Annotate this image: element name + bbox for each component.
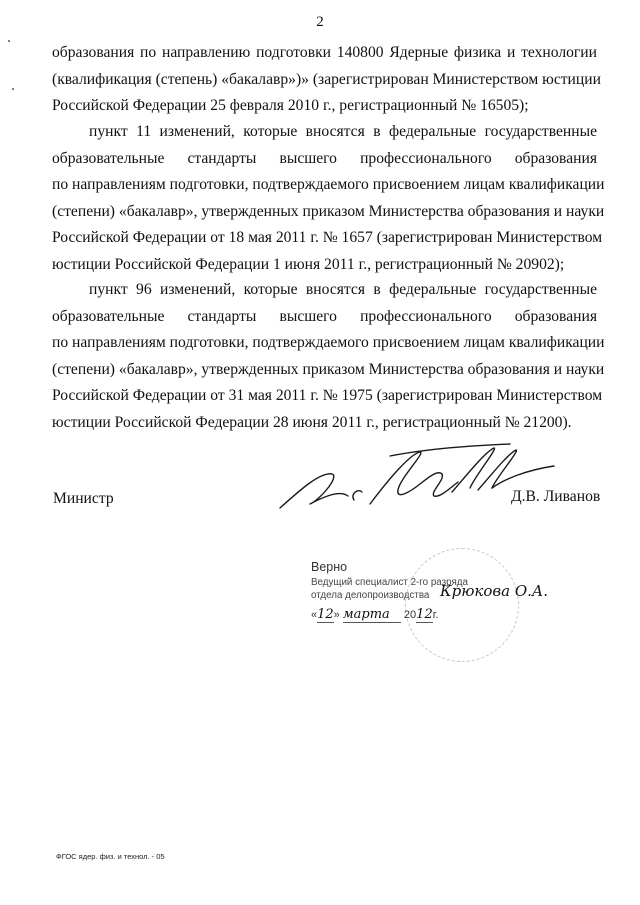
paragraph-item-96: [52, 277, 605, 437]
date-quote-open: «: [311, 609, 318, 621]
date-day: 12: [317, 607, 334, 622]
text-line: Российской Федерации от 18 мая 2011 г. № 1657 (зарегистрирован Министерством: [52, 229, 603, 247]
date-quote-close: »: [333, 609, 340, 621]
date-year-prefix: 20: [403, 609, 417, 621]
scan-speck: [12, 88, 14, 90]
faint-seal: [405, 548, 519, 662]
text-line: (квалификация (степень) «бакалавр»)» (зарегистрирован Министерством юстиции: [52, 70, 601, 88]
paragraph-continuation: [52, 40, 601, 120]
text-line: образовательные стандарты высшего профессионального образования: [52, 149, 597, 167]
text-line: образования по направлению подготовки 140800 Ядерные физика и технологии: [52, 44, 597, 61]
certifier-position: Ведущий специалист 2-го разряда: [311, 577, 468, 588]
scan-speck: [8, 40, 10, 42]
signatory-name: Д.В. Ливанов: [511, 488, 601, 505]
footer-reference: ФГОС ядер. физ. и технол. - 05: [56, 852, 165, 861]
text-line: пункт 11 изменений, которые вносятся в федеральные государственные: [89, 123, 597, 140]
text-line: по направлениям подготовки, подтверждаемого присвоением лицам квалификации: [52, 176, 605, 194]
certification-date: [311, 607, 438, 623]
certifier-department: отдела делопроизводства: [311, 590, 430, 601]
paragraph-item-11: [52, 119, 605, 279]
text-line: (степени) «бакалавр», утвержденных приказом Министерства образования и науки: [52, 202, 605, 220]
text-line: образовательные стандарты высшего профессионального образования: [52, 307, 597, 325]
text-line: пункт 96 изменений, которые вносятся в федеральные государственные: [89, 281, 597, 298]
handwritten-signature: [270, 430, 560, 530]
text-line: по направлениям подготовки, подтверждаемого присвоением лицам квалификации: [52, 334, 605, 352]
date-month: марта: [343, 607, 401, 623]
text-line: юстиции Российской Федерации 1 июня 2011 г., регистрационный № 20902);: [52, 255, 565, 273]
text-line: Российской Федерации 25 февраля 2010 г., регистрационный № 16505);: [52, 97, 529, 115]
certified-label: Верно: [311, 560, 348, 574]
signatory-title: Министр: [53, 490, 114, 507]
text-line: (степени) «бакалавр», утвержденных приказом Министерства образования и науки: [52, 360, 605, 378]
date-year-suffix: г.: [432, 609, 439, 621]
page-number: 2: [316, 14, 324, 30]
text-line: Российской Федерации от 31 мая 2011 г. № 1975 (зарегистрирован Министерством: [52, 387, 603, 405]
text-line: юстиции Российской Федерации 28 июня 2011 г., регистрационный № 21200).: [52, 413, 572, 431]
certifier-handwritten-name: Крюкова О.А.: [440, 582, 549, 600]
date-year: 12: [416, 607, 433, 622]
